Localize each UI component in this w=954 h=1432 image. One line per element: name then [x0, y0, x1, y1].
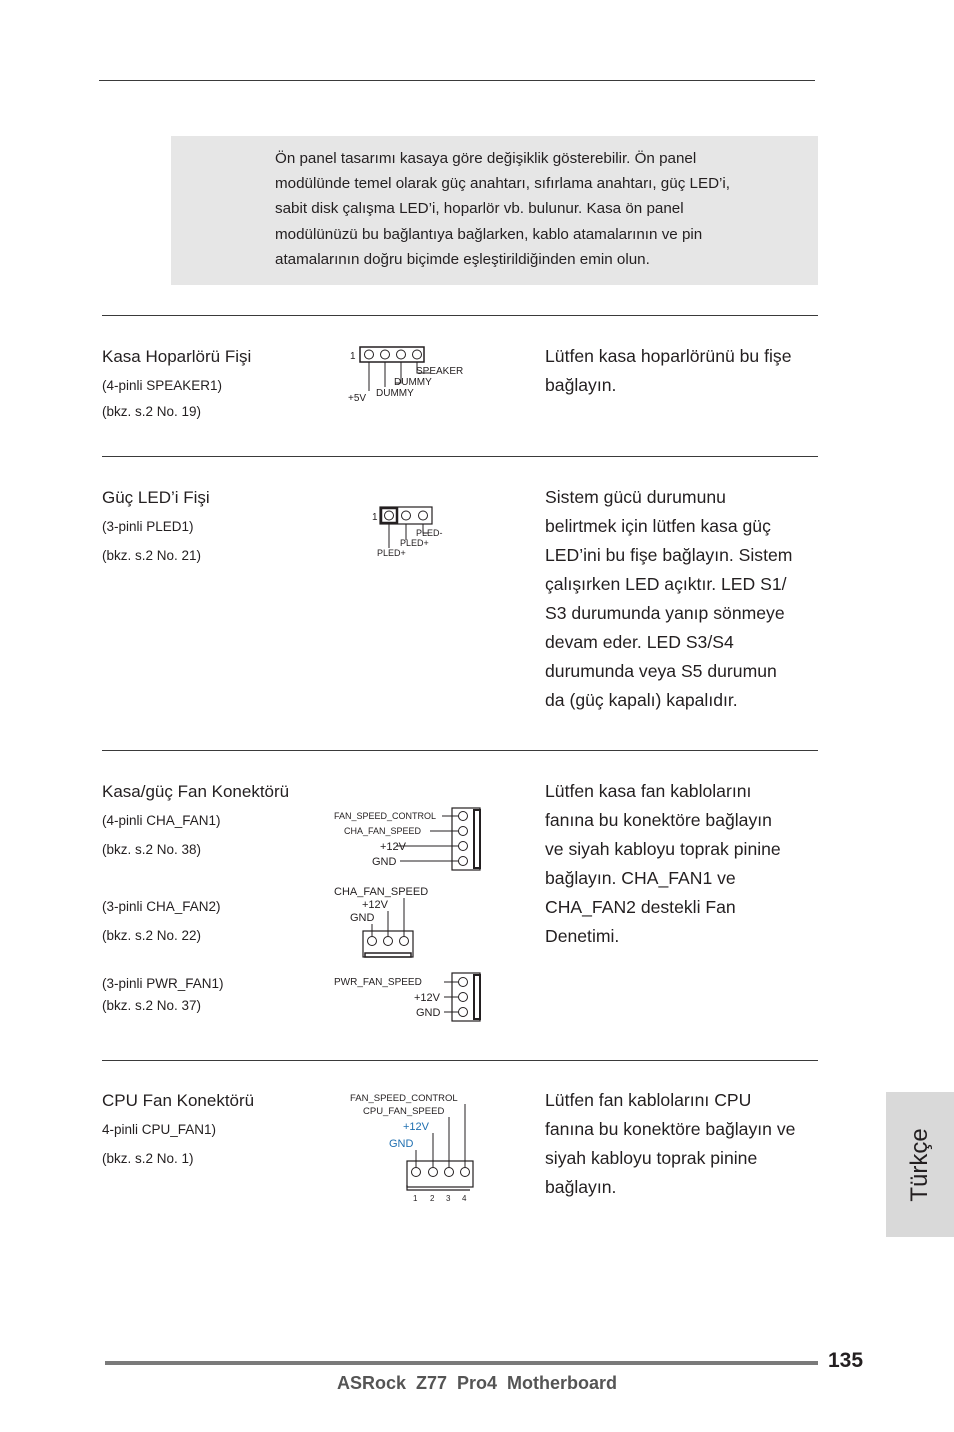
cpufan-ref: (bkz. s.2 No. 1) — [102, 1151, 194, 1166]
desc-line: CHA_FAN2 destekli Fan — [545, 897, 736, 917]
language-label: Türkçe — [906, 1127, 933, 1202]
desc-line: fanına bu konektöre bağlayın ve — [545, 1119, 796, 1139]
pwr-fan1-diagram — [330, 970, 490, 1026]
speaker-ref: (bkz. s.2 No. 19) — [102, 404, 202, 419]
speaker-pin-label: SPEAKER — [416, 366, 464, 377]
desc-line: Lütfen kasa hoparlörünü bu fişe — [545, 346, 792, 366]
note-line: sabit disk çalışma LED’i, hoparlör vb. bulunur. Kasa ön panel — [275, 200, 684, 218]
speaker-header-diagram — [340, 340, 490, 410]
gnd-label: GND — [372, 856, 397, 868]
chafan2-sub: (3-pinli CHA_FAN2) — [102, 899, 221, 914]
chafan-sub: (4-pinli CHA_FAN1) — [102, 813, 221, 828]
fan-speed-control-label: FAN_SPEED_CONTROL — [334, 811, 437, 821]
cpu-fan-speed-label: CPU_FAN_SPEED — [363, 1106, 445, 1117]
desc-line: Sistem gücü durumunu — [545, 487, 726, 507]
page-number: 135 — [828, 1349, 864, 1372]
pled-minus-label: PLED- — [416, 528, 443, 538]
chafan-description — [545, 777, 823, 951]
cha-fan-speed-label: CHA_FAN_SPEED — [334, 886, 429, 898]
pin-number: 2 — [430, 1194, 435, 1203]
cpufan-title: CPU Fan Konektörü — [102, 1091, 255, 1110]
dummy-pin-label: DUMMY — [394, 377, 432, 388]
desc-line: fanına bu konektöre bağlayın — [545, 810, 772, 830]
pwrfan-sub: (3-pinli PWR_FAN1) — [102, 976, 224, 991]
12v-label: +12V — [403, 1121, 429, 1133]
desc-line: bağlayın. CHA_FAN1 ve — [545, 868, 736, 888]
desc-line: bağlayın. — [545, 1177, 617, 1197]
pin1-label: 1 — [350, 351, 356, 362]
footer-bar — [105, 1361, 818, 1365]
chafan2-ref: (bkz. s.2 No. 22) — [102, 928, 202, 943]
footer-title: ASRock Z77 Pro4 Motherboard — [336, 1373, 618, 1393]
gnd-label: GND — [350, 912, 375, 924]
desc-line: Denetimi. — [545, 926, 620, 946]
speaker-description — [545, 342, 823, 400]
12v-label: +12V — [414, 992, 440, 1004]
pin1-label: 1 — [372, 512, 378, 523]
note-line: atamalarının doğru biçimde eşleştirildiğinden emin olun. — [275, 250, 650, 268]
desc-line: çalışırken LED açıktır. LED S1/ — [545, 574, 787, 594]
fan-speed-control-label: FAN_SPEED_CONTROL — [350, 1093, 458, 1104]
desc-line: LED’ini bu fişe bağlayın. Sistem — [545, 545, 793, 565]
desc-line: Lütfen fan kablolarını CPU — [545, 1090, 752, 1110]
desc-line: belirtmek için lütfen kasa güç — [545, 516, 771, 536]
cpufan-description — [545, 1086, 823, 1202]
led-sub: (3-pinli PLED1) — [102, 519, 194, 534]
desc-line: siyah kabloyu toprak pinine — [545, 1148, 758, 1168]
pled-plus-label: PLED+ — [400, 538, 429, 548]
12v-label: +12V — [362, 899, 388, 911]
note-text — [275, 146, 805, 272]
cpu-fan1-diagram — [345, 1086, 480, 1206]
note-box — [171, 136, 818, 285]
note-line: Ön panel tasarımı kasaya göre değişiklik gösterebilir. Ön panel — [275, 150, 697, 167]
section-rule — [102, 456, 818, 457]
pwr-fan-speed-label: PWR_FAN_SPEED — [334, 977, 422, 988]
desc-line: Lütfen kasa fan kablolarını — [545, 781, 752, 801]
cpufan-sub: 4-pinli CPU_FAN1) — [102, 1122, 217, 1137]
speaker-sub: (4-pinli SPEAKER1) — [102, 378, 223, 393]
pled-header-diagram — [368, 500, 458, 562]
cha-fan-speed-label: CHA_FAN_SPEED — [344, 826, 422, 836]
desc-line: devam eder. LED S3/S4 — [545, 632, 734, 652]
cha-fan1-diagram — [330, 804, 490, 874]
note-line: modülünde temel olarak güç anahtarı, sıfırlama anahtarı, güç LED’i, — [275, 175, 731, 193]
desc-line: durumunda veya S5 durumun — [545, 661, 777, 681]
pwrfan-ref: (bkz. s.2 No. 37) — [102, 998, 202, 1013]
chafan-ref: (bkz. s.2 No. 38) — [102, 842, 202, 857]
chafan-title: Kasa/güç Fan Konektörü — [102, 782, 290, 801]
12v-label: +12V — [380, 841, 406, 853]
cha-fan2-diagram — [330, 880, 450, 962]
desc-line: ve siyah kabloyu toprak pinine — [545, 839, 781, 859]
desc-line: S3 durumunda yanıp sönmeye — [545, 603, 785, 623]
language-tab — [886, 1092, 954, 1237]
note-line: modülünüzü bu bağlantıya bağlarken, kablo atamalarının ve pin — [275, 225, 703, 243]
desc-line: da (güç kapalı) kapalıdır. — [545, 690, 738, 710]
led-title: Güç LED’i Fişi — [102, 488, 210, 507]
desc-line: bağlayın. — [545, 375, 617, 395]
speaker-title: Kasa Hoparlörü Fişi — [102, 347, 252, 366]
pin-number: 1 — [413, 1194, 418, 1203]
section-rule — [102, 750, 818, 751]
led-ref: (bkz. s.2 No. 21) — [102, 548, 202, 563]
section-rule — [102, 315, 818, 316]
pin-number: 3 — [446, 1194, 451, 1203]
gnd-label: GND — [416, 1007, 441, 1019]
section-rule — [102, 1060, 818, 1061]
5v-pin-label: +5V — [348, 393, 367, 404]
pin-number: 4 — [462, 1194, 467, 1203]
gnd-label: GND — [389, 1138, 414, 1150]
pled-plus-label-2: PLED+ — [377, 548, 406, 558]
dummy-pin-label-2: DUMMY — [376, 388, 414, 399]
led-description — [545, 483, 823, 715]
top-rule — [99, 80, 815, 81]
